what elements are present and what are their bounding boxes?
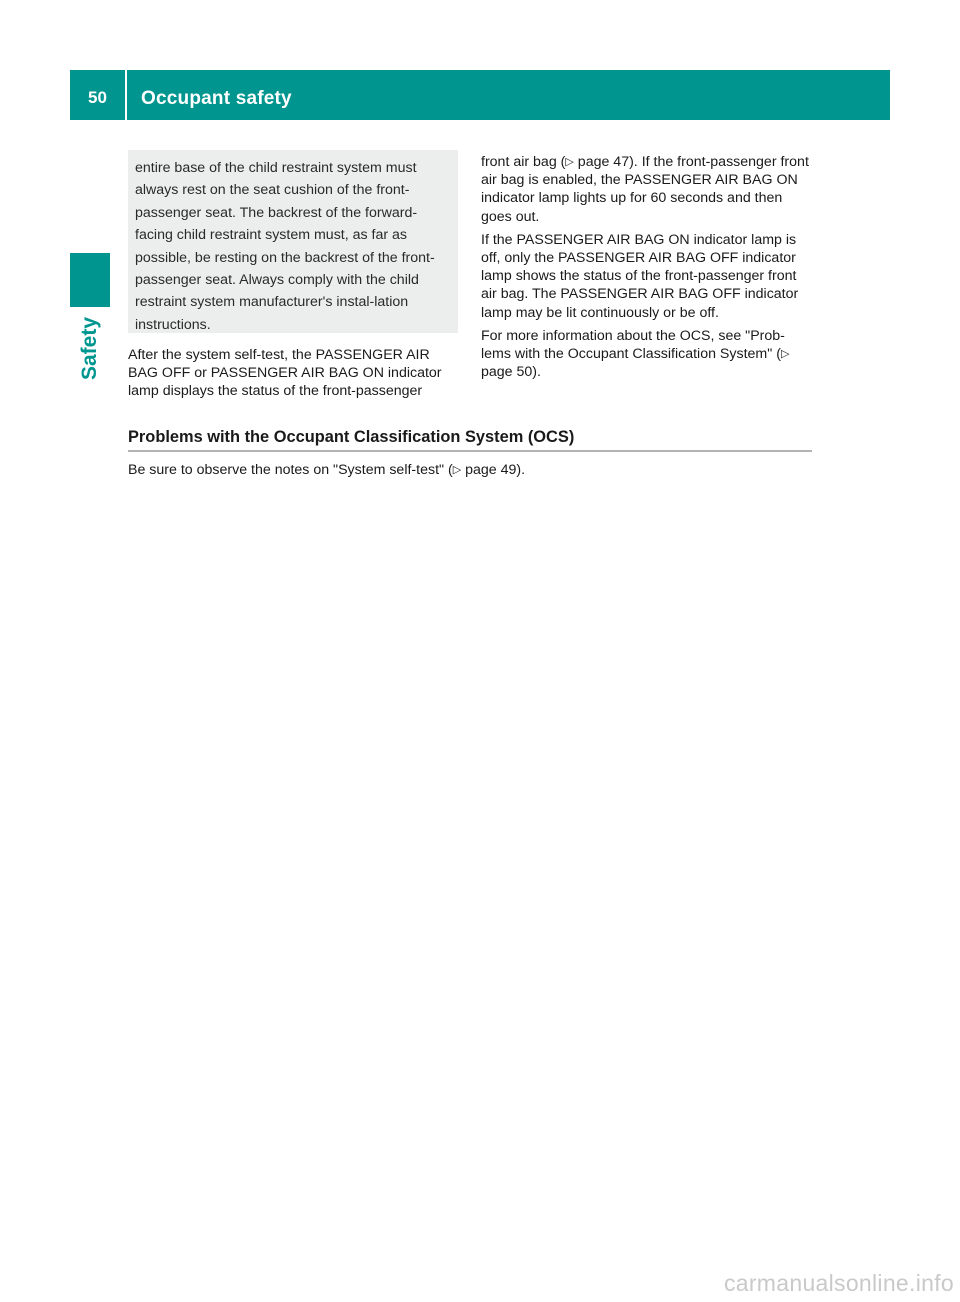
- page-number: 50: [88, 88, 107, 107]
- right-paragraph-3: [481, 327, 813, 382]
- section-body-start: Be sure to observe the notes on "System self-test" (: [128, 462, 453, 478]
- watermark: carmanualsonline.info: [723, 1270, 954, 1296]
- right-paragraph-1: [481, 153, 813, 226]
- section-tab-marker: [70, 253, 110, 307]
- page-title: Occupant safety: [141, 88, 292, 109]
- section-heading: Problems with the Occupant Classification System (OCS): [128, 428, 575, 446]
- page-header-bar: [70, 70, 890, 120]
- p3-text-end: page 50).: [481, 364, 541, 381]
- p1-text-start: front air bag (: [481, 154, 566, 170]
- page-reference-arrow-icon: ▷: [780, 348, 790, 361]
- header-divider: [125, 70, 127, 120]
- page-reference-arrow-icon: ▷: [452, 464, 462, 476]
- section-divider: [128, 450, 812, 452]
- right-column: [481, 153, 813, 386]
- note-text: entire base of the child restraint system must always rest on the seat cushion of the front-passenger seat. The backrest of the forward-facing child restraint system must, as far as possible, be resting on the backrest of the front-passenger seat. Always comply with the child restraint system manufacturer's instal-lation instructions.: [135, 160, 435, 333]
- section-body-end: page 49).: [461, 462, 526, 478]
- section-body: [128, 461, 812, 479]
- right-paragraph-2: If the PASSENGER AIR BAG ON indicator lamp is off, only the PASSENGER AIR BAG OFF indicator lamp shows the status of the front-passenger front air bag. The PASSENGER AIR BAG OFF indicator lamp may be lit continuously or be off.: [481, 231, 799, 321]
- left-column-paragraph: After the system self-test, the PASSENGER AIR BAG OFF or PASSENGER AIR BAG ON indicator lamp displays the status of the front-passenger: [128, 347, 442, 399]
- note-box: [128, 150, 458, 333]
- section-tab-label: Safety: [78, 316, 101, 380]
- page-reference-arrow-icon: ▷: [565, 156, 574, 168]
- p3-text-start: For more information about the OCS, see "Prob-lems with the Occupant Classification System" (: [481, 327, 785, 363]
- p1-text-end: page 47). If the front-passenger front air bag is enabled, the PASSENGER AIR BAG ON indicator lamp lights up for 60 seconds and then goes out.: [481, 154, 809, 225]
